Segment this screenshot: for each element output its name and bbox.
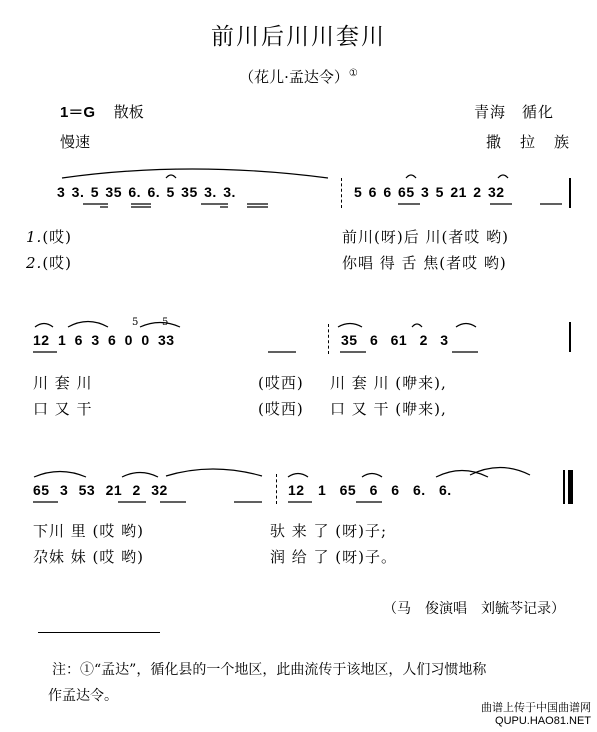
footnote-line-2: 作孟达令。 [48, 688, 118, 704]
footnote-marker: ① [348, 68, 358, 79]
system2-notes-b: 35 6 61 2 3 [341, 332, 449, 348]
fermata [498, 175, 508, 178]
system2-verse2-mid: (哎西) [258, 400, 304, 418]
slur [140, 323, 180, 328]
tempo-marking: 慢速 [60, 133, 91, 151]
lyric-text: (哎) [42, 254, 73, 272]
slur [456, 324, 476, 328]
system1-notes-b: 5 6 6 65 3 5 21 2 32 [354, 184, 505, 200]
slur [34, 472, 86, 478]
system2-notes-a: 12 1 6 3 6 0 0 33 [33, 332, 175, 348]
grace-note-2: 5 [162, 317, 169, 328]
fermata [406, 175, 416, 178]
system3-notes-b: 12 1 65 6 6 6. 6. [288, 482, 452, 498]
subtitle-text: （花儿·孟达令） [239, 68, 349, 86]
verse-number: 2. [26, 254, 43, 272]
footnote-rule [38, 632, 160, 633]
system2-verse1-b: 川 套 川 (咿来), [330, 374, 447, 392]
system3-verse1-b: 驮 来 了 (呀)子; [270, 522, 388, 540]
system2-verse2-a: 口 又 干 [33, 400, 93, 418]
system3-verse2-b: 润 给 了 (呀)子。 [270, 548, 398, 566]
slur [68, 322, 108, 328]
fermata [412, 324, 422, 327]
verse-number: 1. [26, 228, 43, 246]
slur [62, 169, 328, 178]
slur [362, 474, 382, 478]
footnote-line-1: 注：①“孟达”，循化县的一个地区，此曲流传于该地区，人们习惯地称 [52, 662, 487, 678]
slur [436, 471, 488, 478]
system2-verse1-mid: (哎西) [258, 374, 304, 392]
system2-verse1-a: 川 套 川 [33, 374, 93, 392]
key-text: 1＝G [60, 104, 96, 121]
meter-text: 散板 [113, 103, 144, 121]
slur [35, 324, 53, 328]
system3-notes-a: 65 3 53 21 2 32 [33, 482, 168, 498]
grace-note-1: 5 [132, 317, 139, 328]
system1-verse1-b: 前川(呀)后 川(者哎 哟) [342, 228, 509, 246]
performer-credit: （马 俊演唱 刘毓芩记录） [383, 601, 565, 617]
site-watermark [481, 702, 591, 728]
song-title: 前川后川川套川 [211, 24, 386, 50]
fermata [166, 175, 176, 178]
watermark-line-2: QUPU.HAO81.NET [495, 715, 591, 727]
ethnicity-label: 撒 拉 族 [486, 133, 572, 151]
lyric-text: (哎) [42, 228, 73, 246]
slur [338, 324, 362, 328]
system1-notes-a: 3 3. 5 35 6. 6. 5 35 3. 3. [57, 184, 236, 200]
system1-verse2-b: 你唱 得 舌 焦(者哎 哟) [342, 254, 507, 272]
system3-verse1-a: 下川 里 (哎 哟) [33, 522, 145, 540]
slur [288, 474, 308, 478]
slur [122, 473, 158, 478]
system3-verse2-a: 尕妹 妹 (哎 哟) [33, 548, 145, 566]
region-label: 青海 循化 [474, 103, 555, 121]
system2-verse2-b: 口 又 干 (咿来), [330, 400, 447, 418]
slur [166, 469, 262, 476]
watermark-line-1: 曲谱上传于中国曲谱网 [481, 702, 591, 714]
